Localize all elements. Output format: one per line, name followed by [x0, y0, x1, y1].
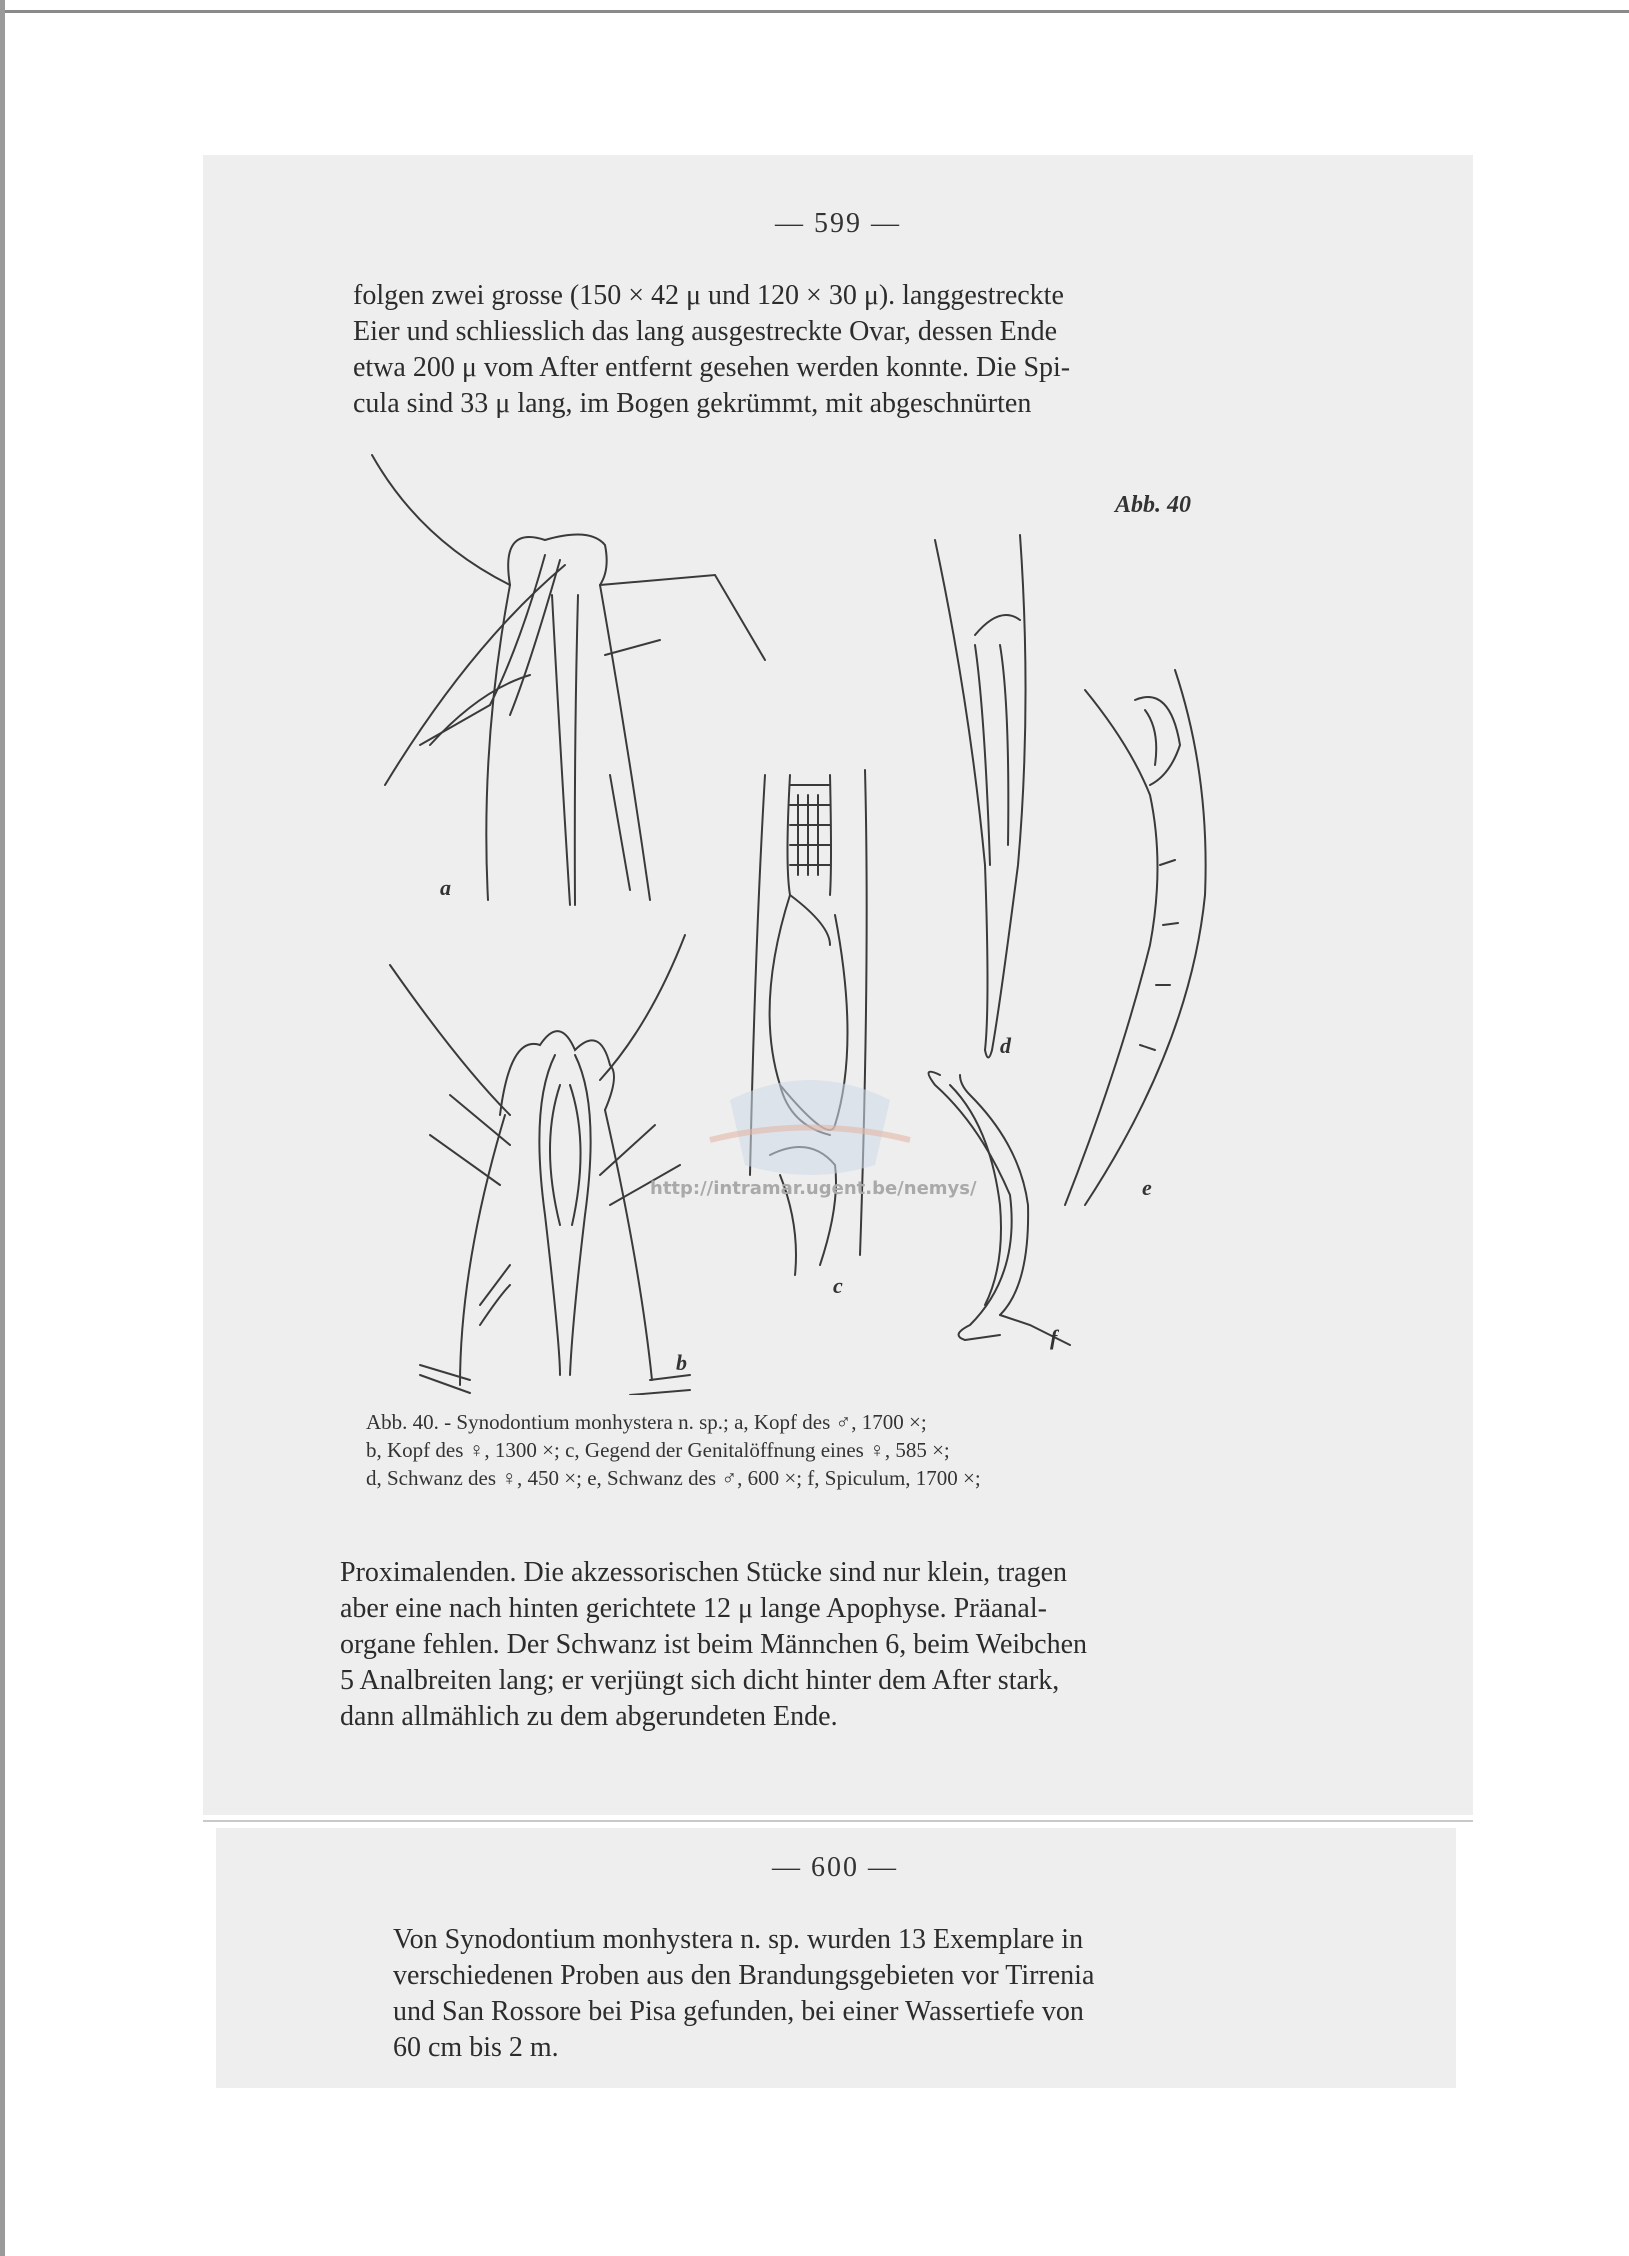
paragraph-page-600 — [393, 1922, 1298, 2066]
page-number-600: — 600 — — [772, 1852, 898, 1883]
figure-e-tail-male — [1065, 670, 1206, 1205]
text-line: folgen zwei grosse (150 × 42 μ und 120 × 30 μ). langgestreckte — [353, 280, 1064, 311]
figure-label-d: d — [1000, 1033, 1011, 1058]
text-line: Proximalenden. Die akzessorischen Stücke sind nur klein, tragen — [340, 1557, 1068, 1588]
nematode-figure — [360, 445, 1240, 1395]
text-line: Von Synodontium monhystera n. sp. wurden 13 Exemplare in — [393, 1924, 1084, 1955]
figure-label-a: a — [440, 875, 451, 900]
text-line: etwa 200 μ vom After entfernt gesehen werden konnte. Die Spi- — [353, 352, 1071, 383]
page-number-599: — 599 — — [775, 208, 901, 239]
figure-tag: Abb. 40 — [1115, 492, 1192, 518]
text-line: verschiedenen Proben aus den Brandungsgebieten vor Tirrenia — [393, 1960, 1095, 1991]
caption-line: d, Schwanz des ♀, 450 ×; e, Schwanz des ♂, 600 ×; f, Spiculum, 1700 ×; — [366, 1466, 981, 1490]
paragraph-top — [353, 278, 1258, 422]
figure-label-e: e — [1142, 1175, 1152, 1200]
watermark-url: http://intramar.ugent.be/nemys/ — [650, 1178, 977, 1199]
scan-border-top — [0, 10, 1629, 13]
figure-label-c: c — [833, 1273, 843, 1298]
figure-label-f: f — [1050, 1325, 1058, 1350]
text-line: aber eine nach hinten gerichtete 12 μ lange Apophyse. Präanal- — [340, 1593, 1047, 1624]
figure-a-head-male — [372, 455, 765, 905]
paragraph-bottom — [340, 1555, 1245, 1735]
scan-border-left — [0, 0, 5, 2256]
text-line: 60 cm bis 2 m. — [393, 2032, 559, 2063]
text-line: und San Rossore bei Pisa gefunden, bei einer Wassertiefe von — [393, 1996, 1084, 2027]
figure-f-spiculum — [929, 1072, 1070, 1345]
figure-caption — [366, 1408, 1221, 1492]
text-line: Eier und schliesslich das lang ausgestreckte Ovar, dessen Ende — [353, 316, 1058, 347]
clipping-edge — [203, 1820, 1473, 1822]
figure-label-b: b — [676, 1350, 687, 1375]
figure-d-tail-female — [935, 535, 1026, 1058]
caption-line: Abb. 40. - Synodontium monhystera n. sp.; a, Kopf des ♂, 1700 ×; — [366, 1410, 927, 1434]
text-line: dann allmählich zu dem abgerundeten Ende. — [340, 1701, 838, 1732]
watermark-logo — [690, 1040, 930, 1190]
figure-c-genital-region — [750, 770, 867, 1275]
figure-b-head-female — [390, 935, 690, 1395]
text-line: 5 Analbreiten lang; er verjüngt sich dicht hinter dem After stark, — [340, 1665, 1060, 1696]
text-line: organe fehlen. Der Schwanz ist beim Männchen 6, beim Weibchen — [340, 1629, 1088, 1660]
caption-line: b, Kopf des ♀, 1300 ×; c, Gegend der Genitalöffnung eines ♀, 585 ×; — [366, 1438, 950, 1462]
text-line: cula sind 33 μ lang, im Bogen gekrümmt, mit abgeschnürten — [353, 388, 1032, 419]
